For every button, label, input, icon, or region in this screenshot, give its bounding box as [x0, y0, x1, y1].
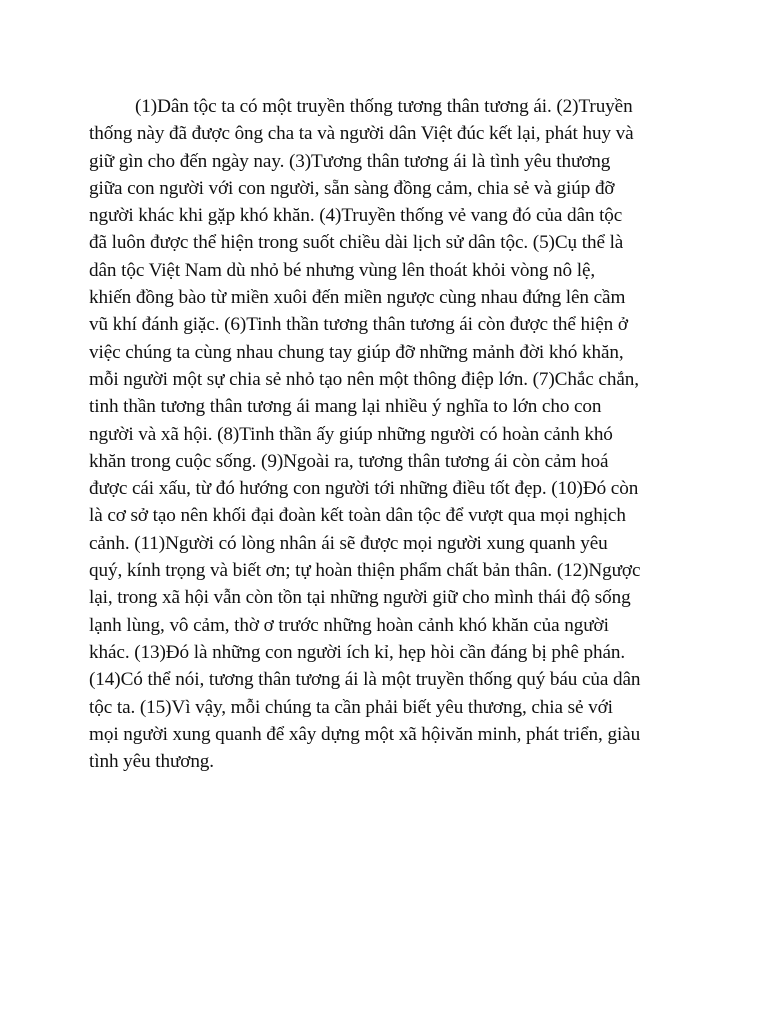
paragraph-line: quý, kính trọng và biết ơn; tự hoàn thiện phẩm chất bản thân. (12)Ngược [89, 560, 641, 582]
paragraph-line: khác. (13)Đó là những con người ích kỉ, hẹp hòi cần đáng bị phê phán. [89, 641, 626, 663]
paragraph-line: khiến đồng bào từ miền xuôi đến miền ngược cùng nhau đứng lên cầm [89, 287, 626, 309]
paragraph-line: tinh thần tương thân tương ái mang lại nhiều ý nghĩa to lớn cho con [89, 396, 602, 418]
paragraph-line: việc chúng ta cùng nhau chung tay giúp đỡ những mảnh đời khó khăn, [89, 341, 624, 363]
paragraph-line: khăn trong cuộc sống. (9)Ngoài ra, tương thân tương ái còn cảm hoá [89, 450, 609, 472]
paragraph-line: là cơ sở tạo nên khối đại đoàn kết toàn dân tộc để vượt qua mọi nghịch [89, 505, 626, 527]
paragraph-line: người khác khi gặp khó khăn. (4)Truyền thống vẻ vang đó của dân tộc [89, 205, 623, 227]
paragraph-line: lại, trong xã hội vẫn còn tồn tại những người giữ cho mình thái độ sống [89, 587, 631, 609]
paragraph-line: (1)Dân tộc ta có một truyền thống tương thân tương ái. (2)Truyền [135, 96, 633, 117]
paragraph-line: dân tộc Việt Nam dù nhỏ bé nhưng vùng lên thoát khỏi vòng nô lệ, [89, 259, 596, 281]
paragraph-line: người và xã hội. (8)Tinh thần ấy giúp những người có hoàn cảnh khó [89, 423, 613, 445]
paragraph-line: vũ khí đánh giặc. (6)Tinh thần tương thân tương ái còn được thể hiện ở [89, 314, 628, 336]
paragraph-line: giữa con người với con người, sẵn sàng đồng cảm, chia sẻ và giúp đỡ [89, 177, 615, 199]
paragraph-line: được cái xấu, từ đó hướng con người tới những điều tốt đẹp. (10)Đó còn [89, 478, 639, 500]
paragraph-line: thống này đã được ông cha ta và người dân Việt đúc kết lại, phát huy và [89, 123, 634, 145]
paragraph-line: tình yêu thương. [89, 751, 215, 773]
paragraph-line: cảnh. (11)Người có lòng nhân ái sẽ được mọi người xung quanh yêu [89, 532, 608, 554]
paragraph-line: (14)Có thể nói, tương thân tương ái là một truyền thống quý báu của dân [89, 669, 641, 691]
body-paragraph [89, 93, 681, 775]
paragraph-line: mỗi người một sự chia sẻ nhỏ tạo nên một thông điệp lớn. (7)Chắc chắn, [89, 368, 639, 390]
paragraph-line: giữ gìn cho đến ngày nay. (3)Tương thân tương ái là tình yêu thương [89, 150, 611, 172]
paragraph-line: mọi người xung quanh để xây dựng một xã hộivăn minh, phát triển, giàu [89, 723, 641, 745]
paragraph-line: đã luôn được thể hiện trong suốt chiều dài lịch sử dân tộc. (5)Cụ thể là [89, 232, 624, 254]
paragraph-line: tộc ta. (15)Vì vậy, mỗi chúng ta cần phải biết yêu thương, chia sẻ với [89, 696, 613, 718]
paragraph-line: lạnh lùng, vô cảm, thờ ơ trước những hoàn cảnh khó khăn của người [89, 614, 609, 636]
